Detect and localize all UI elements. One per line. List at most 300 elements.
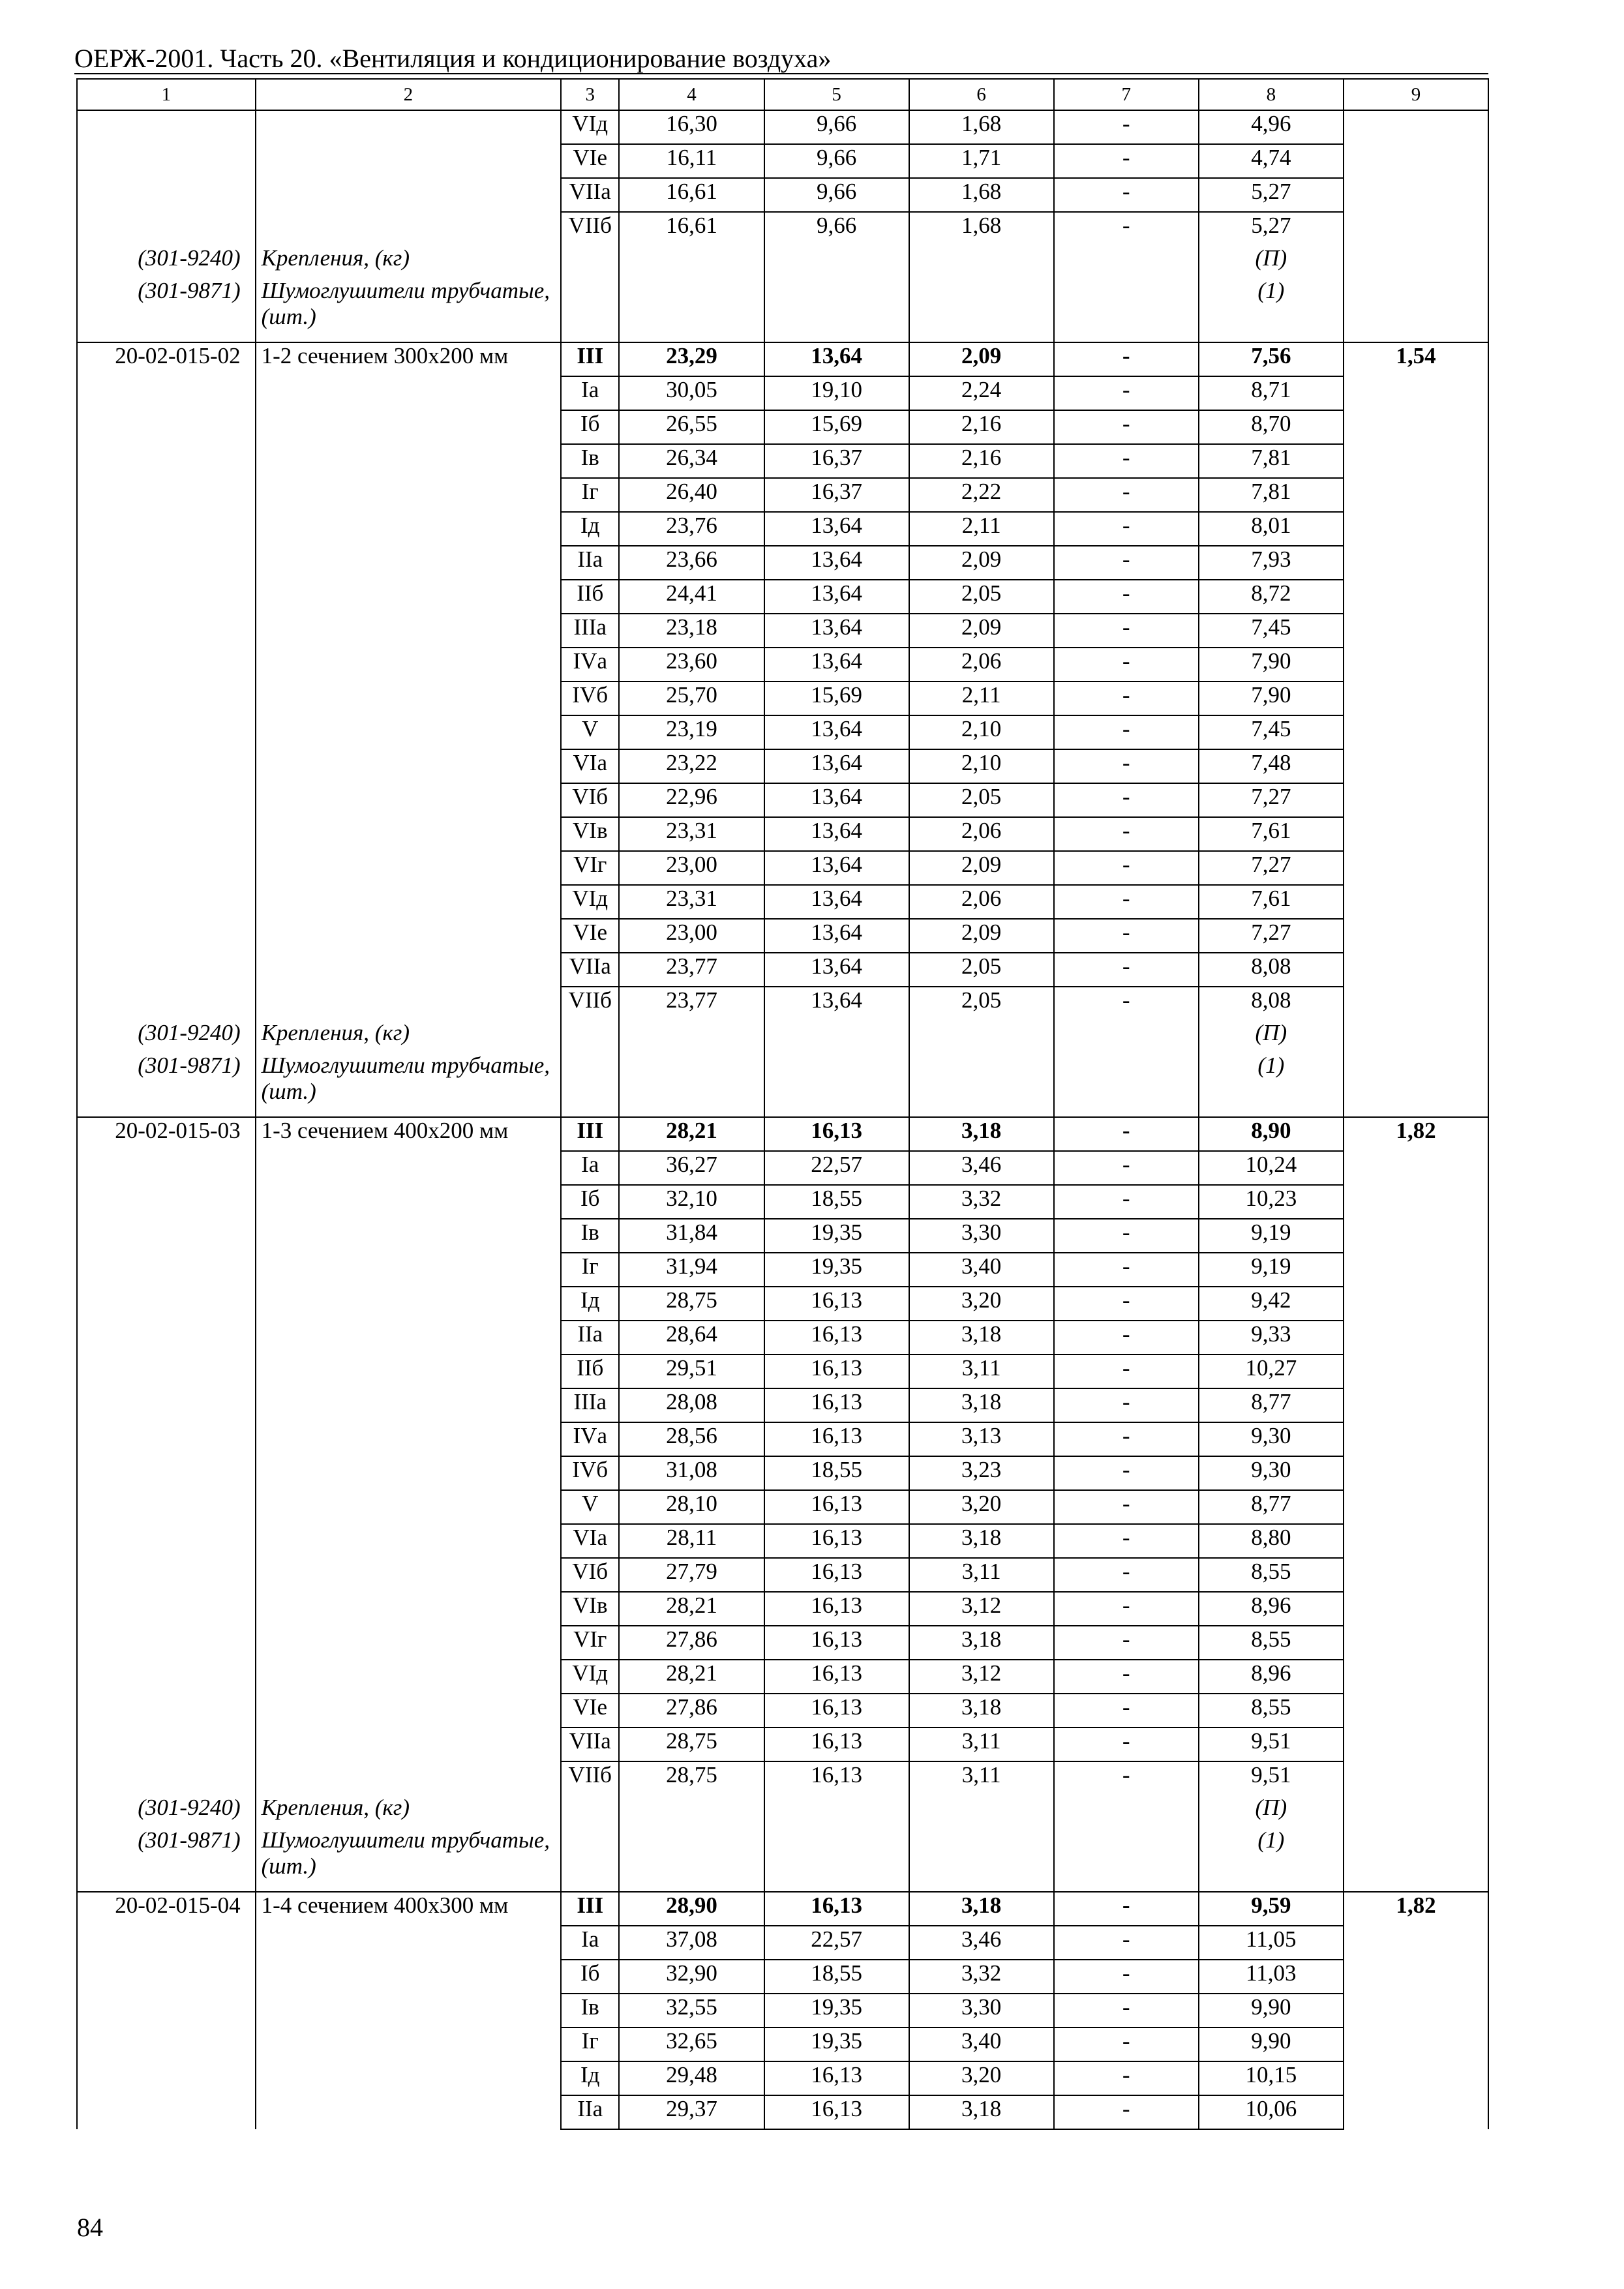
value-col6: 2,05: [909, 953, 1054, 987]
empty-cell: [1054, 1053, 1199, 1117]
resource-note-row: [77, 1827, 1488, 1892]
value-col5: 16,13: [764, 1490, 909, 1524]
zone-cell: IVб: [561, 681, 619, 715]
value-col5: 13,64: [764, 919, 909, 953]
empty-cell: [561, 1827, 619, 1892]
rate-code: [77, 919, 256, 953]
zone-cell: Iа: [561, 376, 619, 410]
resource-note-row: [77, 1020, 1488, 1053]
value-col7: -: [1054, 1422, 1199, 1456]
value-col5: 18,55: [764, 1960, 909, 1994]
value-col6: 2,11: [909, 681, 1054, 715]
zone-cell: Iд: [561, 2061, 619, 2095]
value-col9: 1,82: [1344, 1117, 1488, 1151]
value-col8: 8,71: [1199, 376, 1344, 410]
value-col8: 8,55: [1199, 1558, 1344, 1592]
rate-name: [256, 1253, 561, 1287]
zone-cell: Iб: [561, 1185, 619, 1219]
rate-code: [77, 2061, 256, 2095]
rate-name: [256, 715, 561, 749]
rate-code: [77, 783, 256, 817]
zone-cell: VIд: [561, 110, 619, 144]
value-col9: [1344, 478, 1488, 512]
rate-name: [256, 444, 561, 478]
zone-cell: III: [561, 1892, 619, 1926]
zone-cell: V: [561, 715, 619, 749]
value-col6: 2,05: [909, 987, 1054, 1020]
value-col4: 32,10: [619, 1185, 764, 1219]
value-col4: 16,11: [619, 144, 764, 178]
value-col9: [1344, 953, 1488, 987]
empty-cell: [561, 1053, 619, 1117]
zone-cell: IIа: [561, 546, 619, 580]
value-col7: -: [1054, 1558, 1199, 1592]
table-row: [77, 1117, 1488, 1151]
value-col4: 23,22: [619, 749, 764, 783]
resource-code: (301-9871): [77, 1827, 256, 1892]
table-row: [77, 851, 1488, 885]
value-col5: 13,64: [764, 512, 909, 546]
empty-cell: [619, 1020, 764, 1053]
rate-code: [77, 2027, 256, 2061]
value-col6: 3,18: [909, 1117, 1054, 1151]
value-col6: 3,46: [909, 1151, 1054, 1185]
rate-code: [77, 1388, 256, 1422]
value-col7: -: [1054, 681, 1199, 715]
empty-cell: [909, 1020, 1054, 1053]
value-col4: 23,77: [619, 953, 764, 987]
resource-code: (301-9871): [77, 1053, 256, 1117]
value-col7: -: [1054, 919, 1199, 953]
value-col7: -: [1054, 2095, 1199, 2129]
value-col9: [1344, 580, 1488, 614]
zone-cell: VIе: [561, 1694, 619, 1728]
value-col4: 23,60: [619, 648, 764, 681]
value-col8: 9,59: [1199, 1892, 1344, 1926]
zone-cell: V: [561, 1490, 619, 1524]
rate-code: [77, 885, 256, 919]
zone-cell: VIIб: [561, 1761, 619, 1795]
value-col6: 1,68: [909, 110, 1054, 144]
rate-name: [256, 987, 561, 1020]
rate-code: 20-02-015-02: [77, 342, 256, 376]
value-col7: -: [1054, 1728, 1199, 1761]
value-col8: 4,74: [1199, 144, 1344, 178]
zone-cell: IIIа: [561, 614, 619, 648]
value-col9: [1344, 1253, 1488, 1287]
value-col9: [1344, 919, 1488, 953]
rate-name: [256, 1728, 561, 1761]
rate-name: [256, 1388, 561, 1422]
rate-name: [256, 144, 561, 178]
value-col5: 19,35: [764, 1253, 909, 1287]
rate-name: [256, 1926, 561, 1960]
value-col9: [1344, 1524, 1488, 1558]
zone-cell: VIв: [561, 1592, 619, 1626]
value-col5: 16,13: [764, 1660, 909, 1694]
value-col6: 3,46: [909, 1926, 1054, 1960]
value-col7: -: [1054, 715, 1199, 749]
value-col9: [1344, 1694, 1488, 1728]
value-col8: 7,45: [1199, 614, 1344, 648]
zone-cell: Iа: [561, 1926, 619, 1960]
empty-cell: [764, 1795, 909, 1827]
column-number: 5: [764, 79, 909, 110]
resource-code: (301-9240): [77, 1020, 256, 1053]
value-col4: 26,55: [619, 410, 764, 444]
rate-name: [256, 1456, 561, 1490]
empty-cell: [909, 278, 1054, 342]
rate-name: [256, 681, 561, 715]
value-col6: 3,18: [909, 1892, 1054, 1926]
table-row: [77, 919, 1488, 953]
rate-code: [77, 478, 256, 512]
rate-code: [77, 1926, 256, 1960]
value-col5: 16,13: [764, 2095, 909, 2129]
value-col4: 28,90: [619, 1892, 764, 1926]
value-col4: 28,21: [619, 1592, 764, 1626]
value-col7: -: [1054, 178, 1199, 212]
rate-code: [77, 546, 256, 580]
rate-code: [77, 1626, 256, 1660]
value-col4: 32,65: [619, 2027, 764, 2061]
table-row: [77, 1219, 1488, 1253]
value-col9: [1344, 178, 1488, 212]
value-col5: 16,13: [764, 1558, 909, 1592]
value-col8: 10,27: [1199, 1354, 1344, 1388]
table-row: [77, 1422, 1488, 1456]
value-col8: 7,27: [1199, 783, 1344, 817]
rate-code: [77, 444, 256, 478]
rate-name: [256, 1761, 561, 1795]
rate-code: [77, 1558, 256, 1592]
value-col5: 19,35: [764, 2027, 909, 2061]
value-col9: [1344, 2027, 1488, 2061]
value-col8: 8,08: [1199, 953, 1344, 987]
value-col8: 7,45: [1199, 715, 1344, 749]
value-col5: 22,57: [764, 1151, 909, 1185]
value-col4: 28,56: [619, 1422, 764, 1456]
rate-code: [77, 110, 256, 144]
zone-cell: VIб: [561, 783, 619, 817]
value-col5: 16,13: [764, 1117, 909, 1151]
zone-cell: III: [561, 342, 619, 376]
rate-name: [256, 1490, 561, 1524]
value-col5: 15,69: [764, 410, 909, 444]
rate-code: [77, 1592, 256, 1626]
resource-name: Шумоглушители трубчатые, (шт.): [256, 1827, 561, 1892]
table-row: [77, 1994, 1488, 2027]
value-col4: 28,21: [619, 1117, 764, 1151]
value-col9: [1344, 1994, 1488, 2027]
value-col5: 13,64: [764, 817, 909, 851]
value-col8: 9,90: [1199, 2027, 1344, 2061]
value-col8: 7,81: [1199, 444, 1344, 478]
rate-code: [77, 749, 256, 783]
value-col6: 1,68: [909, 178, 1054, 212]
value-col4: 23,29: [619, 342, 764, 376]
value-col5: 13,64: [764, 749, 909, 783]
value-col5: 13,64: [764, 580, 909, 614]
table-body: [77, 110, 1488, 2129]
rate-code: [77, 1994, 256, 2027]
value-col8: 8,01: [1199, 512, 1344, 546]
value-col4: 28,75: [619, 1287, 764, 1321]
resource-code: (301-9240): [77, 245, 256, 278]
value-col7: -: [1054, 1253, 1199, 1287]
value-col8: 8,55: [1199, 1626, 1344, 1660]
rate-name: [256, 1185, 561, 1219]
value-col4: 32,90: [619, 1960, 764, 1994]
table-row: [77, 2095, 1488, 2129]
rate-code: [77, 410, 256, 444]
value-col6: 1,71: [909, 144, 1054, 178]
value-col7: -: [1054, 376, 1199, 410]
column-number: 3: [561, 79, 619, 110]
value-col7: -: [1054, 144, 1199, 178]
resource-value: (1): [1199, 1053, 1344, 1117]
rate-name: [256, 1354, 561, 1388]
value-col9: [1344, 1321, 1488, 1354]
value-col6: 2,09: [909, 919, 1054, 953]
empty-cell: [619, 1795, 764, 1827]
value-col9: [1344, 410, 1488, 444]
empty-cell: [764, 1020, 909, 1053]
value-col7: -: [1054, 580, 1199, 614]
empty-cell: [619, 1827, 764, 1892]
column-number: 6: [909, 79, 1054, 110]
rate-code: 20-02-015-04: [77, 1892, 256, 1926]
value-col8: 9,30: [1199, 1422, 1344, 1456]
value-col5: 16,37: [764, 478, 909, 512]
zone-cell: Iв: [561, 1219, 619, 1253]
value-col4: 31,08: [619, 1456, 764, 1490]
value-col5: 16,13: [764, 1287, 909, 1321]
resource-note-row: [77, 278, 1488, 342]
value-col6: 3,18: [909, 2095, 1054, 2129]
value-col9: [1344, 1388, 1488, 1422]
value-col8: 8,70: [1199, 410, 1344, 444]
value-col6: 3,32: [909, 1960, 1054, 1994]
rate-code: [77, 987, 256, 1020]
table-row: [77, 614, 1488, 648]
value-col4: 16,61: [619, 212, 764, 245]
value-col4: 16,30: [619, 110, 764, 144]
value-col4: 28,75: [619, 1761, 764, 1795]
empty-cell: [561, 245, 619, 278]
value-col7: -: [1054, 2027, 1199, 2061]
table-row: [77, 1524, 1488, 1558]
value-col5: 13,64: [764, 953, 909, 987]
value-col9: [1344, 681, 1488, 715]
zone-cell: IIб: [561, 580, 619, 614]
value-col4: 29,37: [619, 2095, 764, 2129]
value-col6: 3,40: [909, 2027, 1054, 2061]
value-col7: -: [1054, 1592, 1199, 1626]
empty-cell: [619, 278, 764, 342]
table-row: [77, 1456, 1488, 1490]
value-col8: 11,03: [1199, 1960, 1344, 1994]
rate-code: [77, 512, 256, 546]
value-col6: 2,06: [909, 648, 1054, 681]
zone-cell: IIIа: [561, 1388, 619, 1422]
rate-name: [256, 1960, 561, 1994]
value-col5: 19,35: [764, 1994, 909, 2027]
rate-name: [256, 212, 561, 245]
value-col9: [1344, 1456, 1488, 1490]
zone-cell: Iд: [561, 512, 619, 546]
value-col7: -: [1054, 1117, 1199, 1151]
value-col6: 3,18: [909, 1321, 1054, 1354]
empty-cell: [619, 245, 764, 278]
rate-name: [256, 178, 561, 212]
value-col5: 16,13: [764, 1388, 909, 1422]
value-col6: 3,13: [909, 1422, 1054, 1456]
zone-cell: VIд: [561, 1660, 619, 1694]
table-row: [77, 1287, 1488, 1321]
value-col4: 28,11: [619, 1524, 764, 1558]
rate-name: [256, 1287, 561, 1321]
value-col8: 11,05: [1199, 1926, 1344, 1960]
value-col7: -: [1054, 212, 1199, 245]
rate-code: [77, 1422, 256, 1456]
value-col8: 9,90: [1199, 1994, 1344, 2027]
rate-code: [77, 1253, 256, 1287]
value-col5: 9,66: [764, 212, 909, 245]
value-col5: 16,13: [764, 1354, 909, 1388]
value-col7: -: [1054, 1960, 1199, 1994]
value-col9: [1344, 987, 1488, 1020]
value-col4: 37,08: [619, 1926, 764, 1960]
rate-code: [77, 2095, 256, 2129]
value-col9: [1344, 715, 1488, 749]
value-col5: 16,13: [764, 1761, 909, 1795]
table-row: [77, 885, 1488, 919]
rate-name: [256, 1524, 561, 1558]
value-col8: 8,90: [1199, 1117, 1344, 1151]
value-col4: 28,08: [619, 1388, 764, 1422]
rate-name: [256, 546, 561, 580]
table-row: [77, 1926, 1488, 1960]
value-col8: 7,93: [1199, 546, 1344, 580]
value-col8: 9,30: [1199, 1456, 1344, 1490]
value-col9: [1344, 749, 1488, 783]
table-row: [77, 512, 1488, 546]
value-col8: 10,06: [1199, 2095, 1344, 2129]
value-col7: -: [1054, 783, 1199, 817]
value-col5: 16,13: [764, 1694, 909, 1728]
value-col6: 3,11: [909, 1728, 1054, 1761]
value-col6: 3,32: [909, 1185, 1054, 1219]
value-col9: [1344, 817, 1488, 851]
value-col4: 31,84: [619, 1219, 764, 1253]
value-col5: 13,64: [764, 851, 909, 885]
value-col8: 5,27: [1199, 212, 1344, 245]
value-col9: [1344, 2095, 1488, 2129]
value-col5: 13,64: [764, 885, 909, 919]
value-col7: -: [1054, 110, 1199, 144]
value-col4: 23,76: [619, 512, 764, 546]
resource-name: Крепления, (кг): [256, 1795, 561, 1827]
table-row: [77, 1558, 1488, 1592]
value-col9: [1344, 885, 1488, 919]
value-col9: [1344, 1219, 1488, 1253]
value-col8: 8,55: [1199, 1694, 1344, 1728]
table-row: [77, 2061, 1488, 2095]
rate-code: [77, 953, 256, 987]
value-col8: 9,51: [1199, 1761, 1344, 1795]
empty-cell: [764, 1827, 909, 1892]
empty-cell: [909, 245, 1054, 278]
value-col9: [1344, 1558, 1488, 1592]
value-col7: -: [1054, 1456, 1199, 1490]
zone-cell: IVа: [561, 1422, 619, 1456]
value-col9: [1344, 614, 1488, 648]
table-row: [77, 580, 1488, 614]
empty-cell: [1054, 1827, 1199, 1892]
value-col8: 9,51: [1199, 1728, 1344, 1761]
value-col8: 7,61: [1199, 817, 1344, 851]
value-col6: 2,09: [909, 851, 1054, 885]
value-col7: -: [1054, 1926, 1199, 1960]
table-row: [77, 178, 1488, 212]
rate-code: [77, 1761, 256, 1795]
value-col8: 7,81: [1199, 478, 1344, 512]
value-col5: 9,66: [764, 178, 909, 212]
value-col7: -: [1054, 885, 1199, 919]
value-col7: -: [1054, 1994, 1199, 2027]
header-rule: [74, 73, 1488, 74]
value-col6: 1,68: [909, 212, 1054, 245]
resource-code: (301-9871): [77, 278, 256, 342]
value-col4: 23,19: [619, 715, 764, 749]
value-col9: [1344, 1626, 1488, 1660]
resource-name: Крепления, (кг): [256, 1020, 561, 1053]
value-col6: 2,09: [909, 342, 1054, 376]
table-row: [77, 1892, 1488, 1926]
value-col6: 2,11: [909, 512, 1054, 546]
rate-name: [256, 1151, 561, 1185]
value-col4: 27,86: [619, 1626, 764, 1660]
value-col8: 9,42: [1199, 1287, 1344, 1321]
resource-note-row: [77, 245, 1488, 278]
table-row: [77, 410, 1488, 444]
value-col5: 18,55: [764, 1456, 909, 1490]
value-col6: 2,09: [909, 614, 1054, 648]
value-col9: [1344, 2061, 1488, 2095]
table-row: [77, 546, 1488, 580]
value-col5: 19,35: [764, 1219, 909, 1253]
value-col5: 13,64: [764, 614, 909, 648]
value-col5: 18,55: [764, 1185, 909, 1219]
table-row: [77, 342, 1488, 376]
table-row: [77, 444, 1488, 478]
value-col9: [1344, 144, 1488, 178]
table-row: [77, 1626, 1488, 1660]
value-col5: 16,13: [764, 1524, 909, 1558]
resource-code: (301-9240): [77, 1795, 256, 1827]
rate-code: [77, 681, 256, 715]
rate-code: 20-02-015-03: [77, 1117, 256, 1151]
table-row: [77, 1253, 1488, 1287]
resource-note-row: [77, 1795, 1488, 1827]
table-row: [77, 648, 1488, 681]
rate-name: [256, 953, 561, 987]
rate-name: [256, 1592, 561, 1626]
value-col4: 23,77: [619, 987, 764, 1020]
value-col8: 7,56: [1199, 342, 1344, 376]
rate-name: [256, 885, 561, 919]
